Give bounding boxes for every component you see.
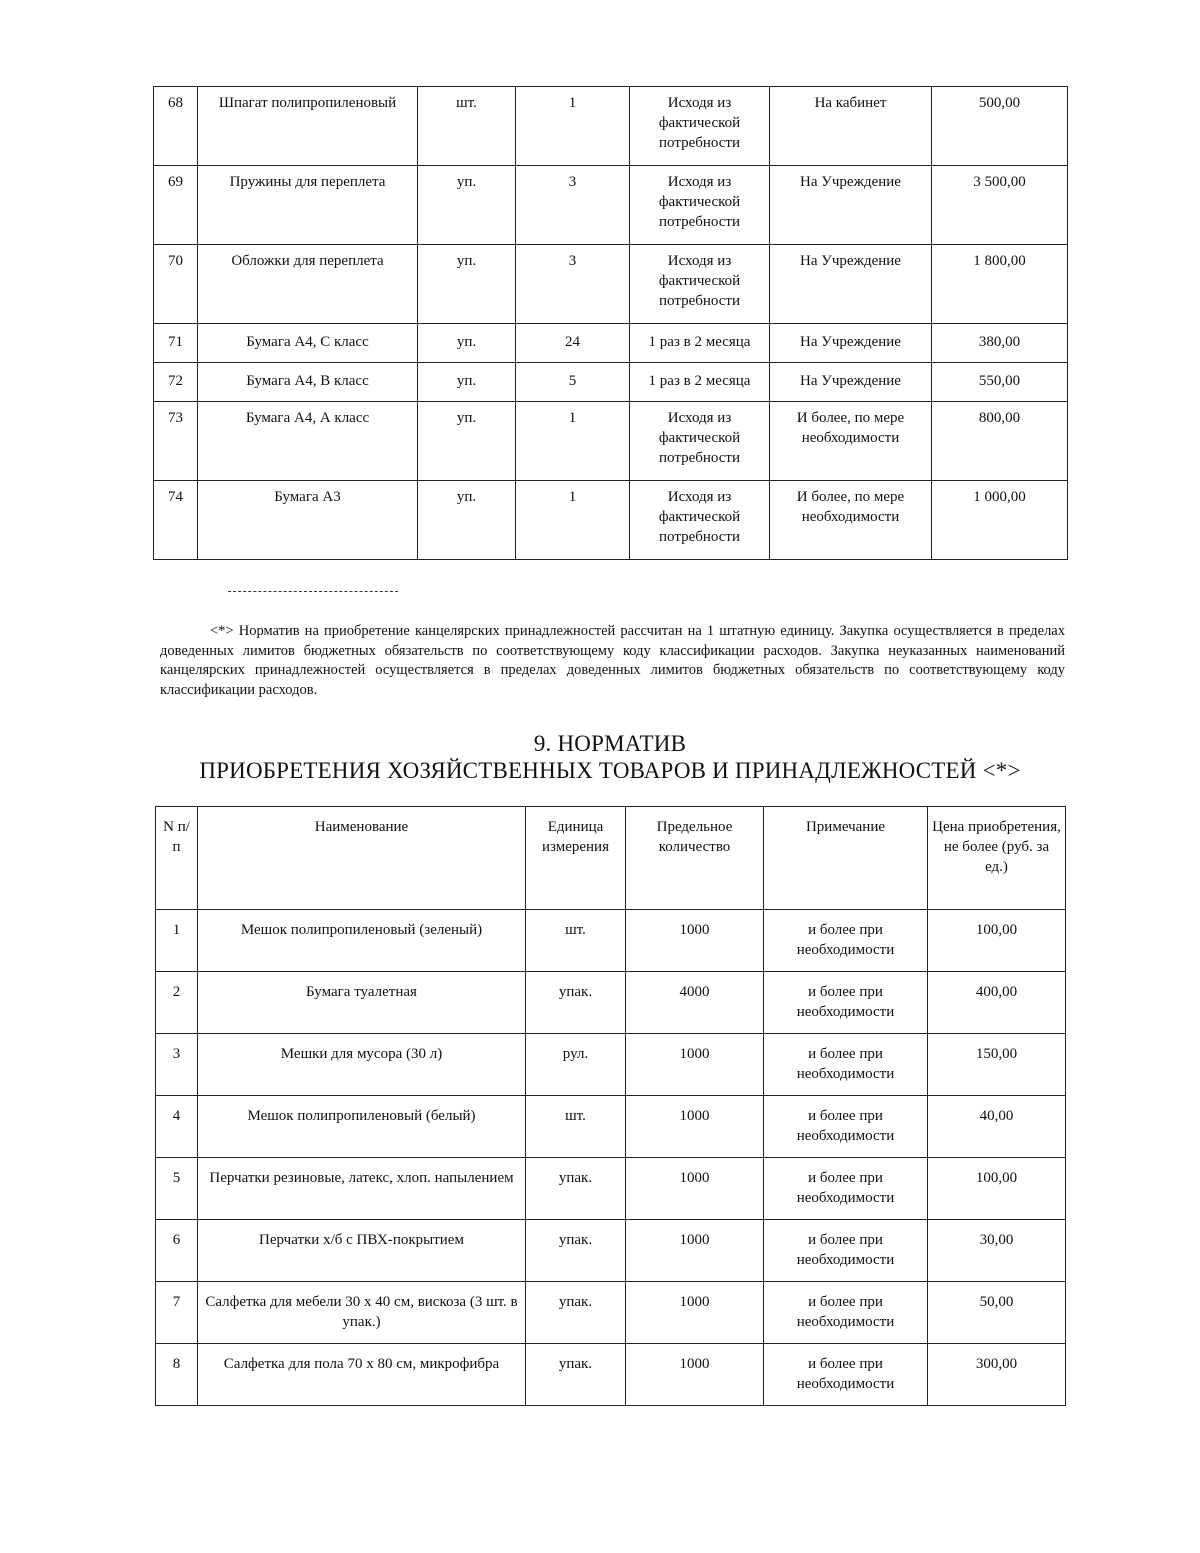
household-goods-table	[155, 806, 1066, 1406]
item-note: И более, по мере необходимости	[770, 481, 932, 560]
item-quantity: 1000	[626, 1158, 764, 1220]
table-row	[156, 1220, 1066, 1282]
item-price: 1 000,00	[932, 481, 1068, 560]
stationery-table-continued	[153, 86, 1068, 560]
header-price: Цена приобретения, не более (руб. за ед.)	[928, 807, 1066, 910]
item-name: Салфетка для пола 70 х 80 см, микрофибра	[198, 1344, 526, 1406]
item-price: 100,00	[928, 910, 1066, 972]
item-unit: упак.	[526, 972, 626, 1034]
row-number: 74	[154, 481, 198, 560]
item-name: Пружины для переплета	[198, 166, 418, 245]
row-number: 71	[154, 324, 198, 363]
item-quantity: 24	[516, 324, 630, 363]
item-quantity: 1000	[626, 1096, 764, 1158]
item-note: На Учреждение	[770, 166, 932, 245]
item-price: 550,00	[932, 363, 1068, 402]
item-name: Бумага А3	[198, 481, 418, 560]
item-unit: упак.	[526, 1158, 626, 1220]
table-row	[156, 1096, 1066, 1158]
item-note: и более при необходимости	[764, 1282, 928, 1344]
item-note: и более при необходимости	[764, 1158, 928, 1220]
item-name: Мешок полипропиленовый (зеленый)	[198, 910, 526, 972]
item-quantity: 1000	[626, 1282, 764, 1344]
item-name: Салфетка для мебели 30 х 40 см, вискоза (3 шт. в упак.)	[198, 1282, 526, 1344]
item-unit: рул.	[526, 1034, 626, 1096]
item-quantity: 1000	[626, 1344, 764, 1406]
row-number: 3	[156, 1034, 198, 1096]
table-row	[156, 910, 1066, 972]
item-note: и более при необходимости	[764, 1220, 928, 1282]
item-price: 30,00	[928, 1220, 1066, 1282]
row-number: 68	[154, 87, 198, 166]
item-quantity: 1	[516, 87, 630, 166]
item-quantity: 3	[516, 166, 630, 245]
section-title-text: ПРИОБРЕТЕНИЯ ХОЗЯЙСТВЕННЫХ ТОВАРОВ И ПРИНАДЛЕЖНОСТЕЙ <*>	[199, 758, 1021, 783]
row-number: 72	[154, 363, 198, 402]
item-frequency: Исходя из фактической потребности	[630, 481, 770, 560]
header-quantity: Предельное количество	[626, 807, 764, 910]
row-number: 4	[156, 1096, 198, 1158]
item-unit: упак.	[526, 1282, 626, 1344]
item-note: На кабинет	[770, 87, 932, 166]
footnote-separator	[228, 591, 398, 592]
item-name: Мешки для мусора (30 л)	[198, 1034, 526, 1096]
item-name: Перчатки резиновые, латекс, хлоп. напылением	[198, 1158, 526, 1220]
item-unit: уп.	[418, 166, 516, 245]
section-heading	[150, 730, 1070, 784]
item-quantity: 1	[516, 481, 630, 560]
item-name: Бумага туалетная	[198, 972, 526, 1034]
item-price: 150,00	[928, 1034, 1066, 1096]
row-number: 6	[156, 1220, 198, 1282]
item-unit: уп.	[418, 324, 516, 363]
item-quantity: 1000	[626, 1034, 764, 1096]
table-row	[154, 245, 1068, 324]
item-frequency: Исходя из фактической потребности	[630, 402, 770, 481]
row-number: 1	[156, 910, 198, 972]
footnote-text: <*> Норматив на приобретение канцелярских принадлежностей рассчитан на 1 штатную единицу. Закупка осуществляется в пределах доведенных лимитов бюджетных обязательств по соответствующему коду классификации расходов. Закупка неуказанных наименований канцелярских принадлежностей осуществляется в пределах доведенных лимитов бюджетных обязательств по соответствующему коду классификации расходов.	[160, 623, 1065, 698]
item-name: Бумага А4, С класс	[198, 324, 418, 363]
item-price: 400,00	[928, 972, 1066, 1034]
item-unit: уп.	[418, 402, 516, 481]
item-quantity: 3	[516, 245, 630, 324]
item-frequency: Исходя из фактической потребности	[630, 166, 770, 245]
item-frequency: 1 раз в 2 месяца	[630, 324, 770, 363]
item-name: Шпагат полипропиленовый	[198, 87, 418, 166]
row-number: 2	[156, 972, 198, 1034]
table-row	[156, 1344, 1066, 1406]
item-note: На Учреждение	[770, 324, 932, 363]
table-row	[154, 481, 1068, 560]
item-price: 500,00	[932, 87, 1068, 166]
table-row	[154, 166, 1068, 245]
item-note: И более, по мере необходимости	[770, 402, 932, 481]
item-note: и более при необходимости	[764, 972, 928, 1034]
item-unit: упак.	[526, 1220, 626, 1282]
table-row	[154, 324, 1068, 363]
item-note: На Учреждение	[770, 245, 932, 324]
table-row	[156, 1034, 1066, 1096]
table-row	[156, 1282, 1066, 1344]
item-frequency: Исходя из фактической потребности	[630, 245, 770, 324]
item-name: Бумага А4, В класс	[198, 363, 418, 402]
header-unit: Единица измерения	[526, 807, 626, 910]
table-header-row	[156, 807, 1066, 910]
item-frequency: Исходя из фактической потребности	[630, 87, 770, 166]
item-quantity: 1000	[626, 1220, 764, 1282]
section-title-number: 9. НОРМАТИВ	[533, 731, 687, 756]
item-price: 1 800,00	[932, 245, 1068, 324]
item-price: 3 500,00	[932, 166, 1068, 245]
item-frequency: 1 раз в 2 месяца	[630, 363, 770, 402]
item-unit: шт.	[418, 87, 516, 166]
item-price: 300,00	[928, 1344, 1066, 1406]
item-price: 380,00	[932, 324, 1068, 363]
table-row	[154, 363, 1068, 402]
item-name: Мешок полипропиленовый (белый)	[198, 1096, 526, 1158]
item-unit: уп.	[418, 481, 516, 560]
item-name: Бумага А4, А класс	[198, 402, 418, 481]
item-name: Обложки для переплета	[198, 245, 418, 324]
row-number: 7	[156, 1282, 198, 1344]
row-number: 70	[154, 245, 198, 324]
item-unit: уп.	[418, 245, 516, 324]
item-unit: упак.	[526, 1344, 626, 1406]
item-note: и более при необходимости	[764, 1344, 928, 1406]
item-unit: шт.	[526, 910, 626, 972]
row-number: 8	[156, 1344, 198, 1406]
header-number: N п/п	[156, 807, 198, 910]
table-row	[154, 87, 1068, 166]
item-note: и более при необходимости	[764, 910, 928, 972]
row-number: 69	[154, 166, 198, 245]
item-price: 800,00	[932, 402, 1068, 481]
header-note: Примечание	[764, 807, 928, 910]
table-row	[156, 1158, 1066, 1220]
item-unit: уп.	[418, 363, 516, 402]
item-note: и более при необходимости	[764, 1096, 928, 1158]
header-name: Наименование	[198, 807, 526, 910]
item-price: 40,00	[928, 1096, 1066, 1158]
item-quantity: 5	[516, 363, 630, 402]
row-number: 73	[154, 402, 198, 481]
item-quantity: 1	[516, 402, 630, 481]
item-note: На Учреждение	[770, 363, 932, 402]
item-unit: шт.	[526, 1096, 626, 1158]
item-name: Перчатки х/б с ПВХ-покрытием	[198, 1220, 526, 1282]
table-row	[156, 972, 1066, 1034]
table-row	[154, 402, 1068, 481]
row-number: 5	[156, 1158, 198, 1220]
item-note: и более при необходимости	[764, 1034, 928, 1096]
item-quantity: 4000	[626, 972, 764, 1034]
item-quantity: 1000	[626, 910, 764, 972]
item-price: 50,00	[928, 1282, 1066, 1344]
item-price: 100,00	[928, 1158, 1066, 1220]
